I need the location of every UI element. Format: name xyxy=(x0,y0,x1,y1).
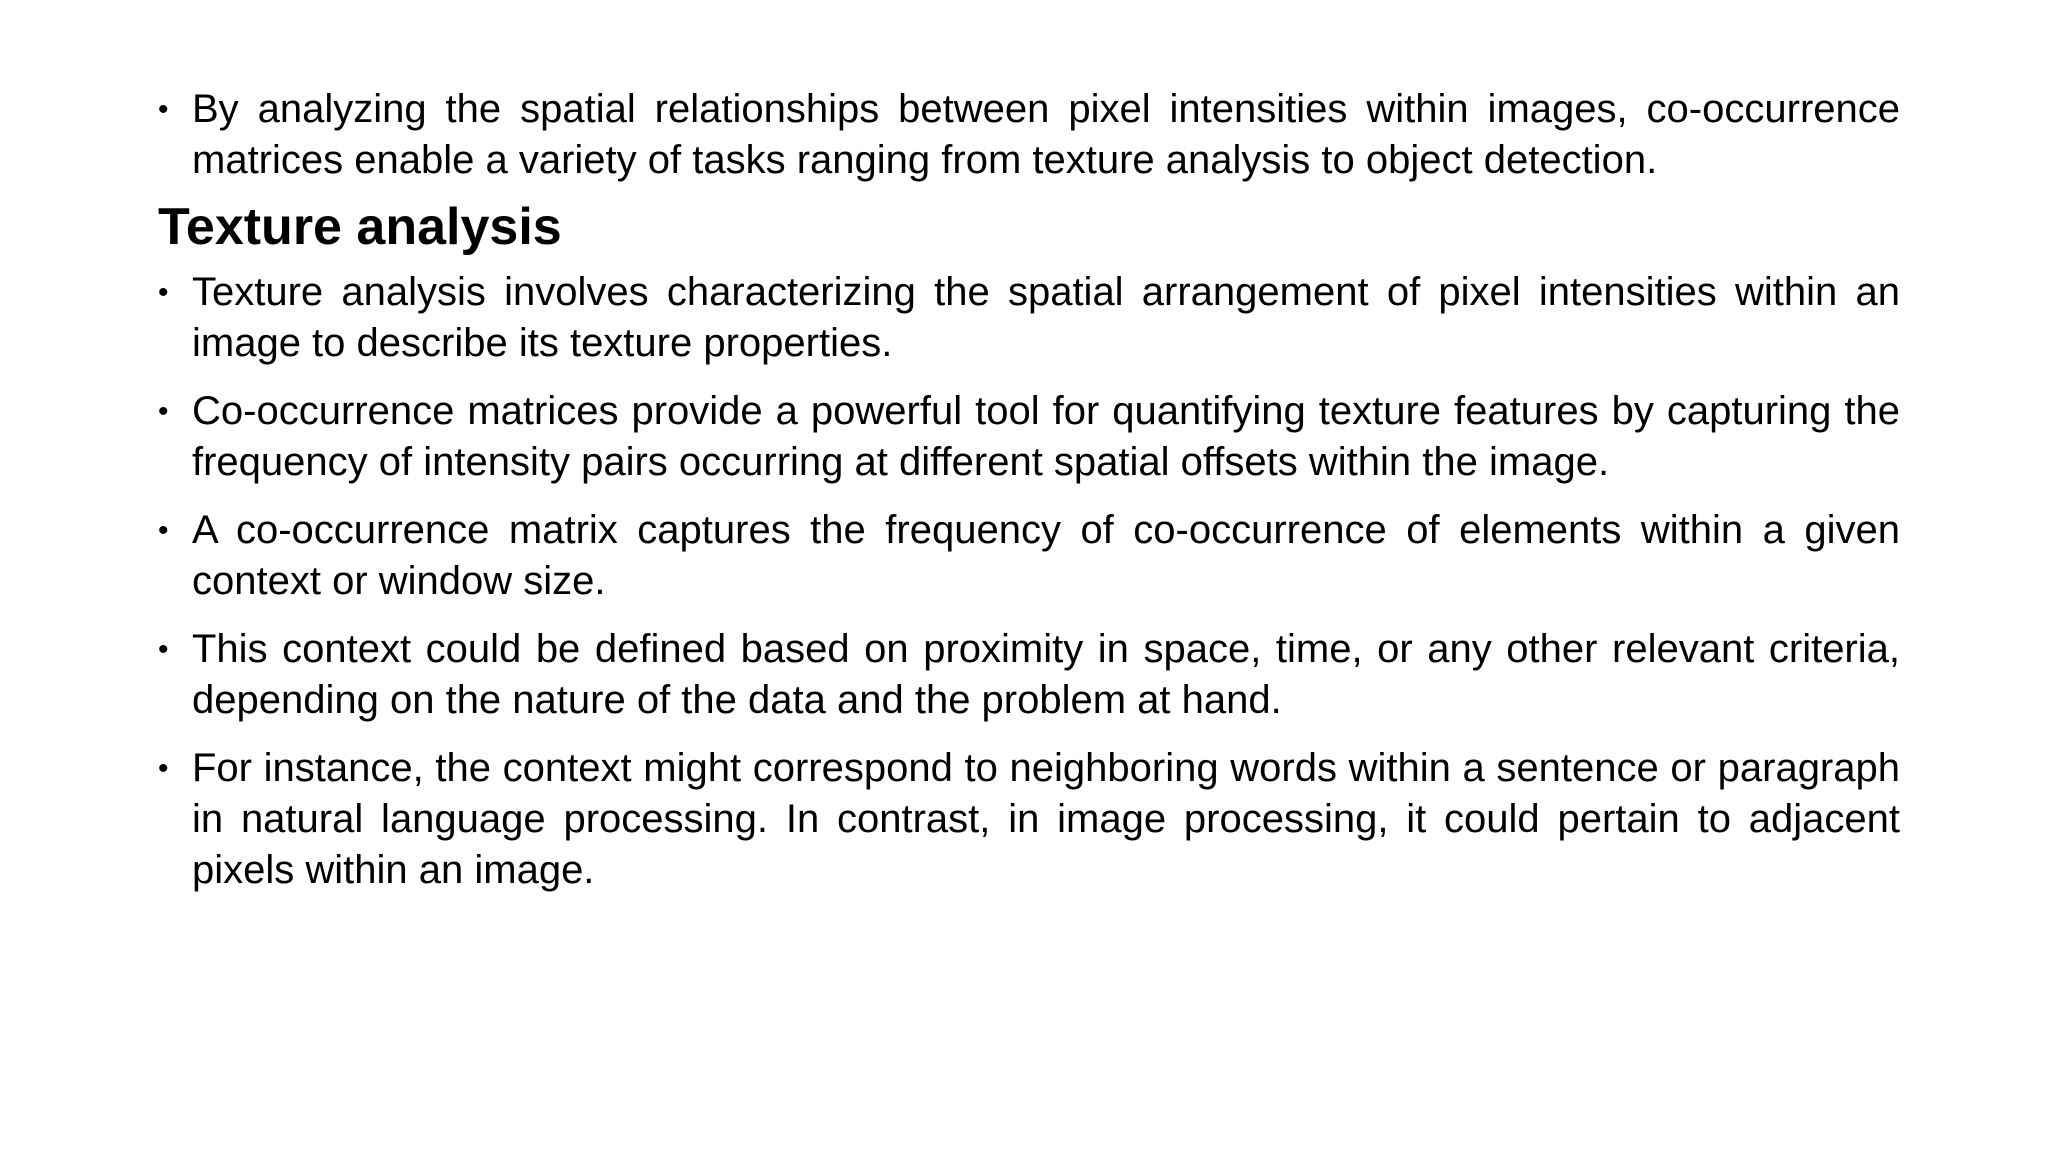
bullet-item xyxy=(158,624,1900,726)
bullet-dot-icon: • xyxy=(158,633,169,666)
bullet-dot-icon: • xyxy=(158,514,169,547)
bullet-item xyxy=(158,267,1900,369)
slide-body xyxy=(158,84,1900,913)
bullet-dot-icon: • xyxy=(158,276,169,309)
bullet-text: Texture analysis involves characterizing the spatial arrangement of pixel intensities within an image to describe its texture properties. xyxy=(192,270,1900,365)
bullet-dot-icon: • xyxy=(158,93,169,126)
bullet-text: Co-occurrence matrices provide a powerful tool for quantifying texture features by capturing the frequency of intensity pairs occurring at different spatial offsets within the image. xyxy=(192,389,1900,484)
bullet-text: A co-occurrence matrix captures the frequency of co-occurrence of elements within a given context or window size. xyxy=(192,508,1900,603)
section-heading: Texture analysis xyxy=(158,198,562,256)
bullet-text: This context could be defined based on proximity in space, time, or any other relevant criteria, depending on the nature of the data and the problem at hand. xyxy=(192,627,1900,722)
bullet-dot-icon: • xyxy=(158,395,169,428)
bullet-text: For instance, the context might correspond to neighboring words within a sentence or paragraph in natural language processing. In contrast, in image processing, it could pertain to adjacent pixels within an image. xyxy=(192,746,1900,892)
bullet-item xyxy=(158,84,1900,186)
bullet-dot-icon: • xyxy=(158,752,169,785)
bullet-item xyxy=(158,743,1900,896)
bullet-item xyxy=(158,505,1900,607)
bullet-text: By analyzing the spatial relationships between pixel intensities within images, co-occurrence matrices enable a variety of tasks ranging from texture analysis to object detection. xyxy=(192,87,1900,182)
bullet-item xyxy=(158,386,1900,488)
